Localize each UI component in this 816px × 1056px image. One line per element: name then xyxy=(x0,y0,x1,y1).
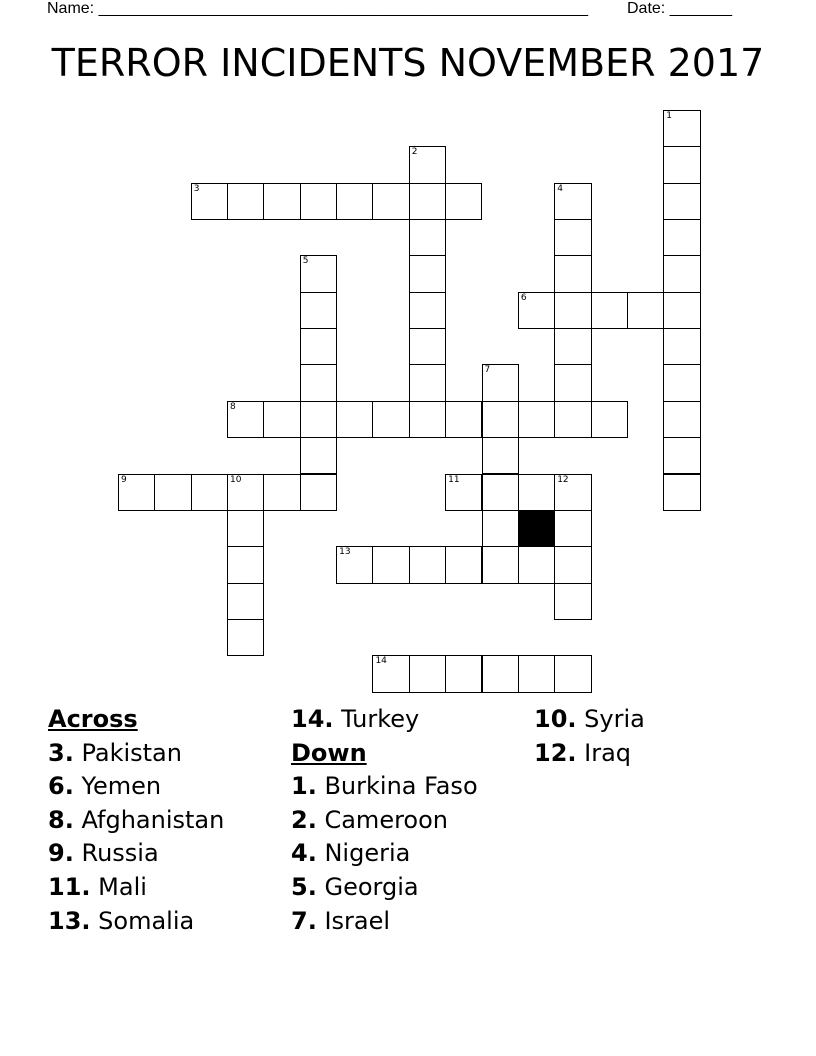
clue-column-2 xyxy=(291,703,478,938)
grid-cell[interactable] xyxy=(554,546,591,583)
grid-cell[interactable] xyxy=(336,183,373,220)
clue-answer: Israel xyxy=(324,906,391,935)
clue-number: 2. xyxy=(291,805,317,834)
grid-cell[interactable] xyxy=(191,474,228,511)
grid-cell[interactable] xyxy=(300,255,337,292)
clue-down-10 xyxy=(534,703,645,737)
clue-down-5 xyxy=(291,871,478,905)
clue-number-label: 1 xyxy=(666,111,672,121)
clue-across-8 xyxy=(48,804,224,838)
grid-cell[interactable] xyxy=(554,255,591,292)
grid-cell[interactable] xyxy=(482,364,519,401)
grid-cell[interactable] xyxy=(300,292,337,329)
grid-cell[interactable] xyxy=(300,183,337,220)
clue-answer: Nigeria xyxy=(324,839,411,868)
clue-number-label: 4 xyxy=(557,183,563,194)
black-cell xyxy=(518,510,555,547)
grid-cell[interactable] xyxy=(663,474,700,511)
clue-number: 12. xyxy=(534,738,577,767)
grid-cell[interactable] xyxy=(227,619,264,656)
clue-across-11 xyxy=(48,871,224,905)
page-title: TERROR INCIDENTS NOVEMBER 2017 xyxy=(51,41,765,85)
grid-cell[interactable] xyxy=(445,655,482,692)
grid-cell[interactable] xyxy=(482,474,519,511)
grid-cell[interactable] xyxy=(336,546,373,583)
clue-down-1 xyxy=(291,770,478,804)
grid-cell[interactable] xyxy=(409,546,446,583)
clue-down-7 xyxy=(291,905,478,939)
grid-cell[interactable] xyxy=(518,474,555,511)
grid-cell[interactable] xyxy=(482,437,519,474)
grid-cell[interactable] xyxy=(263,474,300,511)
grid-cell[interactable] xyxy=(518,292,555,329)
grid-cell[interactable] xyxy=(263,183,300,220)
grid-cell[interactable] xyxy=(409,655,446,692)
grid-cell[interactable] xyxy=(482,510,519,547)
grid-cell[interactable] xyxy=(409,146,446,183)
clue-answer: Georgia xyxy=(324,872,419,901)
clue-number: 9. xyxy=(48,839,74,868)
clue-number: 13. xyxy=(48,906,91,935)
clue-across-14 xyxy=(291,703,478,737)
clue-across-13 xyxy=(48,905,224,939)
grid-cell[interactable] xyxy=(409,401,446,438)
grid-cell[interactable] xyxy=(591,292,628,329)
grid-cell[interactable] xyxy=(300,437,337,474)
grid-cell[interactable] xyxy=(300,328,337,365)
grid-cell[interactable] xyxy=(518,546,555,583)
grid-cell[interactable] xyxy=(118,474,155,511)
clue-number-label: 8 xyxy=(230,401,236,412)
grid-cell[interactable] xyxy=(482,401,519,438)
grid-cell[interactable] xyxy=(663,401,700,438)
clue-answer: Mali xyxy=(98,872,147,901)
grid-cell[interactable] xyxy=(663,364,700,401)
grid-cell[interactable] xyxy=(372,546,409,583)
grid-cell[interactable] xyxy=(663,292,700,329)
grid-cell[interactable] xyxy=(227,474,264,511)
clue-number: 5. xyxy=(291,872,317,901)
clue-number: 11. xyxy=(48,872,91,901)
grid-cell[interactable] xyxy=(263,401,300,438)
grid-cell[interactable] xyxy=(409,364,446,401)
grid-cell[interactable] xyxy=(482,546,519,583)
grid-cell[interactable] xyxy=(554,364,591,401)
clue-column-1 xyxy=(48,703,224,938)
clue-across-9 xyxy=(48,837,224,871)
grid-cell[interactable] xyxy=(227,183,264,220)
clue-across-6 xyxy=(48,770,224,804)
grid-cell[interactable] xyxy=(445,183,482,220)
name-line: Name: _______________________________________________________ xyxy=(47,0,588,17)
clue-answer: Somalia xyxy=(98,906,195,935)
grid-cell[interactable] xyxy=(445,474,482,511)
clue-answer: Burkina Faso xyxy=(324,772,478,801)
grid-cell[interactable] xyxy=(372,655,409,692)
grid-cell[interactable] xyxy=(409,219,446,256)
grid-cell[interactable] xyxy=(663,183,700,220)
grid-cell[interactable] xyxy=(554,655,591,692)
clue-number: 14. xyxy=(291,705,334,733)
grid-cell[interactable] xyxy=(409,255,446,292)
clue-number: 3. xyxy=(48,738,74,767)
grid-cell[interactable] xyxy=(627,292,664,329)
grid-cell[interactable] xyxy=(445,546,482,583)
clue-number-label: 12 xyxy=(557,474,569,485)
grid-cell[interactable] xyxy=(554,328,591,365)
down-heading: Down xyxy=(291,738,367,767)
grid-cell[interactable] xyxy=(409,183,446,220)
grid-cell[interactable] xyxy=(663,328,700,365)
grid-cell[interactable] xyxy=(591,401,628,438)
across-heading: Across xyxy=(48,705,138,733)
clue-number: 10. xyxy=(534,705,577,733)
clue-answer: Afghanistan xyxy=(81,805,225,834)
grid-cell[interactable] xyxy=(372,401,409,438)
clue-number-label: 10 xyxy=(230,474,242,485)
clue-number: 6. xyxy=(48,772,74,801)
grid-cell[interactable] xyxy=(409,328,446,365)
clue-number-label: 14 xyxy=(375,656,387,667)
clue-number-label: 7 xyxy=(484,365,491,376)
date-line: Date: _______ xyxy=(627,0,732,17)
clue-number-label: 9 xyxy=(121,474,127,485)
clue-number-label: 13 xyxy=(339,547,351,558)
grid-cell[interactable] xyxy=(227,546,264,583)
clue-number-label: 2 xyxy=(411,147,418,158)
grid-cell[interactable] xyxy=(300,364,337,401)
clue-number: 4. xyxy=(291,839,317,868)
grid-cell[interactable] xyxy=(554,510,591,547)
grid-cell[interactable] xyxy=(554,219,591,256)
clue-answer: Turkey xyxy=(341,705,420,733)
grid-cell[interactable] xyxy=(663,146,700,183)
grid-cell[interactable] xyxy=(663,219,700,256)
clue-answer: Yemen xyxy=(81,772,162,801)
clue-answer: Iraq xyxy=(584,738,632,767)
grid-cell[interactable] xyxy=(518,655,555,692)
clue-number-label: 5 xyxy=(302,256,309,267)
clue-down-2 xyxy=(291,804,478,838)
clue-answer: Cameroon xyxy=(324,805,448,834)
clue-down-12 xyxy=(534,737,645,771)
clue-down-4 xyxy=(291,837,478,871)
clue-answer: Russia xyxy=(81,839,159,868)
grid-cell[interactable] xyxy=(663,255,700,292)
clue-number: 7. xyxy=(291,906,317,935)
grid-cell[interactable] xyxy=(554,292,591,329)
grid-cell[interactable] xyxy=(227,583,264,620)
grid-cell[interactable] xyxy=(518,401,555,438)
grid-cell[interactable] xyxy=(663,437,700,474)
clue-number-label: 3 xyxy=(193,183,200,194)
grid-cell[interactable] xyxy=(409,292,446,329)
clue-column-3 xyxy=(534,703,645,770)
clue-number-label: 6 xyxy=(520,292,527,303)
grid-cell[interactable] xyxy=(554,474,591,511)
clue-answer: Pakistan xyxy=(81,738,182,767)
grid-cell[interactable] xyxy=(227,510,264,547)
grid-cell[interactable] xyxy=(300,474,337,511)
grid-cell[interactable] xyxy=(191,183,228,220)
clue-number-label: 11 xyxy=(448,474,460,485)
grid-cell[interactable] xyxy=(663,110,700,147)
grid-cell[interactable] xyxy=(554,583,591,620)
clue-across-3 xyxy=(48,737,224,771)
grid-cell[interactable] xyxy=(336,401,373,438)
grid-cell[interactable] xyxy=(554,183,591,220)
grid-cell[interactable] xyxy=(372,183,409,220)
grid-cell[interactable] xyxy=(482,655,519,692)
grid-cell[interactable] xyxy=(300,401,337,438)
grid-cell[interactable] xyxy=(445,401,482,438)
clue-number: 1. xyxy=(291,772,317,801)
clue-answer: Syria xyxy=(584,705,645,733)
clue-number: 8. xyxy=(48,805,74,834)
grid-cell[interactable] xyxy=(154,474,191,511)
grid-cell[interactable] xyxy=(554,401,591,438)
grid-cell[interactable] xyxy=(227,401,264,438)
